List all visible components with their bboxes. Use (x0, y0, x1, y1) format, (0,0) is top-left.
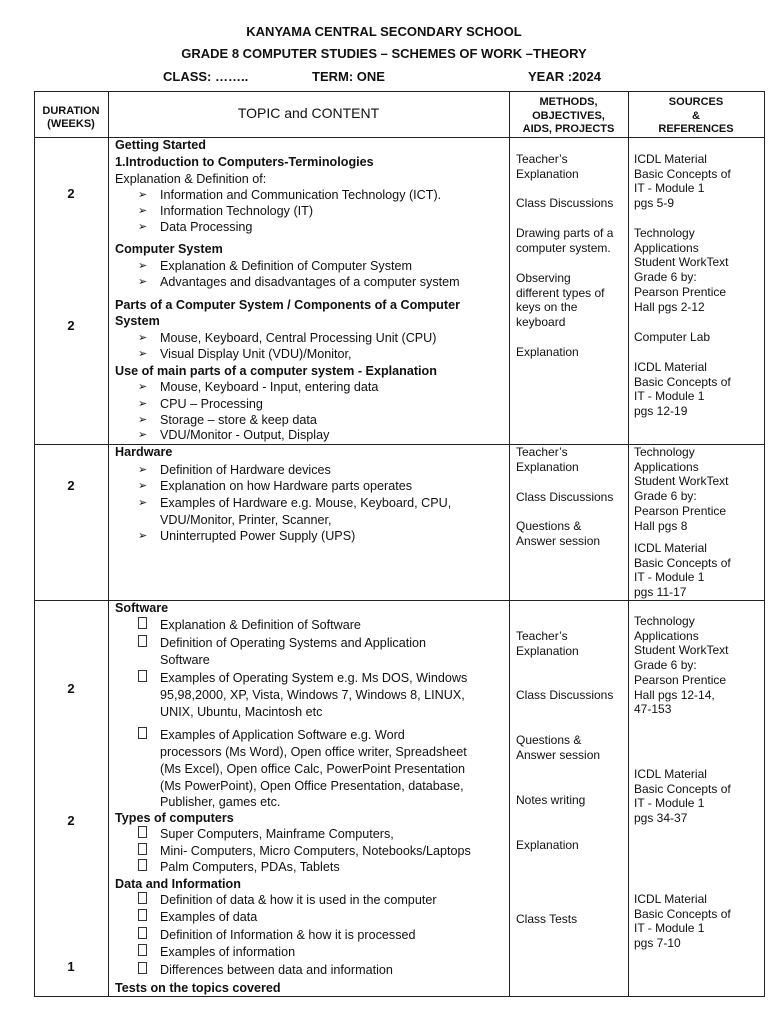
source-line: IT - Module 1 (634, 389, 705, 404)
empty-box-icon (138, 927, 147, 944)
year-label: YEAR :2024 (528, 69, 601, 84)
source-line: Basic Concepts of (634, 166, 731, 181)
empty-box-icon (138, 909, 147, 926)
arrow-bullet-icon: ➢ (138, 332, 148, 344)
method-item: Notes writing (516, 793, 586, 807)
duration-value: 2 (67, 813, 75, 828)
duration-header-line: DURATION (42, 105, 100, 117)
arrow-bullet-icon: ➢ (138, 464, 148, 476)
source-line: Basic Concepts of (634, 374, 731, 389)
duration-header-line: (WEEKS) (47, 118, 95, 130)
arrow-bullet-icon: ➢ (138, 414, 148, 426)
arrow-bullet-icon: ➢ (138, 221, 148, 233)
method-line: Drawing parts of a (516, 226, 614, 240)
source-line: ICDL Material (634, 767, 707, 781)
content-item: (Ms Excel), Open office Calc, PowerPoint Presentation (160, 762, 465, 776)
content-item: Definition of Operating Systems and Application (160, 636, 427, 650)
content-item: Software (160, 653, 210, 667)
method-line: Explanation (516, 166, 579, 181)
content-item: Examples of Operating System e.g. Ms DOS, Windows (160, 671, 468, 685)
term-label: TERM: ONE (312, 69, 385, 84)
section-heading: Parts of a Computer System / Components of a Computer (115, 298, 460, 312)
content-item: Explanation on how Hardware parts operates (160, 479, 413, 493)
empty-box-icon (138, 944, 147, 961)
source-line: Pearson Prentice (634, 284, 727, 299)
method-item (516, 629, 626, 658)
content-item: Information and Communication Technology (ICT). (160, 188, 442, 202)
method-line: Observing (516, 271, 571, 285)
source-line: pgs 5-9 (634, 196, 675, 211)
source-line: ICDL Material (634, 152, 707, 166)
empty-box-icon (138, 892, 147, 909)
source-line: Technology (634, 614, 695, 628)
source-item (634, 360, 766, 419)
content-item: Storage – store & keep data (160, 413, 317, 427)
content-item: VDU/Monitor - Output, Display (160, 428, 330, 442)
source-line: Technology (634, 445, 695, 459)
source-line: Hall pgs 12-14, (634, 687, 715, 702)
content-item: Explanation & Definition of Computer System (160, 259, 412, 273)
content-item: 95,98,2000, XP, Vista, Windows 7, Windows 8, LINUX, (160, 688, 465, 702)
content-item: Uninterrupted Power Supply (UPS) (160, 529, 356, 543)
sources-header (628, 96, 764, 137)
arrow-bullet-icon: ➢ (138, 497, 148, 509)
content-item: Super Computers, Mainframe Computers, (160, 827, 394, 841)
content-item: Explanation & Definition of Software (160, 618, 361, 632)
content-item: Publisher, games etc. (160, 795, 281, 809)
content-item: Palm Computers, PDAs, Tablets (160, 860, 340, 874)
content-item: Visual Display Unit (VDU)/Monitor, (160, 347, 352, 361)
sources-header-line: & (692, 109, 700, 122)
source-line: 47-153 (634, 702, 672, 717)
section-heading: Types of computers (115, 811, 234, 825)
arrow-bullet-icon: ➢ (138, 480, 148, 492)
empty-box-icon (138, 859, 147, 876)
school-name: KANYAMA CENTRAL SECONDARY SCHOOL (246, 24, 522, 39)
source-line: ICDL Material (634, 892, 707, 906)
duration-header (34, 105, 108, 131)
method-line: computer system. (516, 240, 611, 255)
source-line: pgs 11-17 (634, 585, 687, 600)
source-item (634, 226, 766, 314)
empty-box-icon (138, 826, 147, 843)
source-line: Pearson Prentice (634, 503, 727, 518)
source-line: IT - Module 1 (634, 796, 705, 811)
method-item (516, 152, 626, 181)
methods-header-line: OBJECTIVES, (532, 109, 605, 122)
arrow-bullet-icon: ➢ (138, 381, 148, 393)
section-heading: Getting Started (115, 138, 206, 152)
method-item (516, 519, 626, 548)
method-item (516, 226, 626, 255)
arrow-bullet-icon: ➢ (138, 260, 148, 272)
empty-box-icon (138, 617, 147, 634)
content-item: Examples of information (160, 945, 296, 959)
sources-header-line: SOURCES (668, 96, 724, 108)
empty-box-icon (138, 635, 147, 652)
content-item: Mouse, Keyboard - Input, entering data (160, 380, 379, 394)
source-line: Applications (634, 240, 699, 255)
source-line: Basic Concepts of (634, 781, 731, 796)
content-item: (Ms PowerPoint), Open Office Presentation, database, (160, 779, 464, 793)
source-line: Grade 6 by: (634, 658, 697, 673)
source-line: Basic Concepts of (634, 555, 731, 570)
method-item (516, 445, 626, 474)
method-item (516, 271, 626, 330)
content-item: UNIX, Ubuntu, Macintosh etc (160, 705, 323, 719)
empty-box-icon (138, 727, 147, 744)
content-item: Information Technology (IT) (160, 204, 314, 218)
method-line: different types of (516, 285, 605, 300)
source-line: IT - Module 1 (634, 570, 705, 585)
content-item: Differences between data and information (160, 963, 393, 977)
source-item: Computer Lab (634, 330, 711, 344)
content-item: Examples of data (160, 910, 258, 924)
content-item: Advantages and disadvantages of a computer system (160, 275, 460, 289)
method-item (516, 733, 626, 762)
section-heading: Tests on the topics covered (115, 981, 281, 995)
sources-header-line: REFERENCES (658, 123, 734, 135)
source-line: pgs 7-10 (634, 936, 681, 951)
content-item: Examples of Application Software e.g. Word (160, 728, 405, 742)
method-line: Questions & (516, 733, 582, 747)
source-line: Basic Concepts of (634, 906, 731, 921)
topic-header: TOPIC and CONTENT (237, 105, 380, 121)
section-heading: Data and Information (115, 877, 241, 891)
method-item: Explanation (516, 838, 579, 852)
method-line: Explanation (516, 643, 579, 658)
section-heading: Computer System (115, 242, 223, 256)
content-item: Mini- Computers, Micro Computers, Notebooks/Laptops (160, 844, 471, 858)
method-line: Answer session (516, 533, 601, 548)
content-item: Definition of Hardware devices (160, 463, 331, 477)
section-heading: 1.Introduction to Computers-Terminologies (115, 155, 374, 169)
source-line: ICDL Material (634, 541, 707, 555)
arrow-bullet-icon: ➢ (138, 398, 148, 410)
empty-box-icon (138, 962, 147, 979)
content-item: Definition of data & how it is used in the computer (160, 893, 437, 907)
duration-value: 1 (67, 959, 75, 974)
source-line: Pearson Prentice (634, 672, 727, 687)
arrow-bullet-icon: ➢ (138, 205, 148, 217)
method-line: Answer session (516, 747, 601, 762)
content-item: processors (Ms Word), Open office writer, Spreadsheet (160, 745, 467, 759)
content-line: Explanation & Definition of: (115, 172, 267, 186)
method-item: Explanation (516, 345, 579, 359)
section-heading: Use of main parts of a computer system - Explanation (115, 364, 437, 378)
arrow-bullet-icon: ➢ (138, 189, 148, 201)
source-item (634, 614, 766, 717)
empty-box-icon (138, 843, 147, 860)
source-line: Student WorkText (634, 643, 729, 658)
source-line: Student WorkText (634, 474, 729, 489)
content-item: VDU/Monitor, Printer, Scanner, (160, 513, 332, 527)
arrow-bullet-icon: ➢ (138, 348, 148, 360)
source-line: Applications (634, 628, 699, 643)
methods-header-line: AIDS, PROJECTS (522, 123, 615, 135)
method-item: Class Discussions (516, 196, 614, 210)
source-line: Grade 6 by: (634, 489, 697, 504)
content-item: Data Processing (160, 220, 253, 234)
source-line: ICDL Material (634, 360, 707, 374)
source-line: Applications (634, 459, 699, 474)
source-item (634, 892, 766, 951)
duration-value: 2 (67, 478, 75, 493)
source-item (634, 541, 766, 600)
source-line: Technology (634, 226, 695, 240)
source-line: Student WorkText (634, 255, 729, 270)
arrow-bullet-icon: ➢ (138, 429, 148, 441)
duration-value: 2 (67, 318, 75, 333)
content-item: CPU – Processing (160, 397, 263, 411)
source-line: IT - Module 1 (634, 181, 705, 196)
duration-value: 2 (67, 186, 75, 201)
method-line: Explanation (516, 459, 579, 474)
method-line: keyboard (516, 315, 566, 330)
method-item: Class Discussions (516, 490, 614, 504)
empty-box-icon (138, 670, 147, 687)
source-line: Grade 6 by: (634, 270, 697, 285)
document-title: GRADE 8 COMPUTER STUDIES – SCHEMES OF WORK –THEORY (181, 46, 587, 61)
methods-header (509, 96, 628, 137)
source-line: pgs 12-19 (634, 404, 688, 419)
method-item: Class Tests (516, 912, 578, 926)
section-heading: System (115, 314, 160, 328)
source-line: IT - Module 1 (634, 921, 705, 936)
source-line: Hall pgs 2-12 (634, 299, 705, 314)
section-heading: Software (115, 601, 169, 615)
source-line: Hall pgs 8 (634, 518, 688, 533)
method-item: Class Discussions (516, 688, 614, 702)
source-item (634, 767, 766, 826)
section-heading: Hardware (115, 445, 173, 459)
class-label: CLASS: …….. (163, 69, 249, 84)
content-item: Definition of Information & how it is processed (160, 928, 416, 942)
method-line: keys on the (516, 300, 578, 315)
method-line: Questions & (516, 519, 582, 533)
content-item: Examples of Hardware e.g. Mouse, Keyboard, CPU, (160, 496, 452, 510)
duration-value: 2 (67, 681, 75, 696)
methods-header-line: METHODS, (539, 96, 598, 108)
arrow-bullet-icon: ➢ (138, 276, 148, 288)
method-line: Teacher’s (516, 152, 568, 166)
content-item: Mouse, Keyboard, Central Processing Unit (CPU) (160, 331, 437, 345)
method-line: Teacher’s (516, 629, 568, 643)
arrow-bullet-icon: ➢ (138, 530, 148, 542)
source-item (634, 152, 766, 211)
method-line: Teacher’s (516, 445, 568, 459)
source-line: pgs 34-37 (634, 811, 688, 826)
source-item (634, 445, 766, 533)
